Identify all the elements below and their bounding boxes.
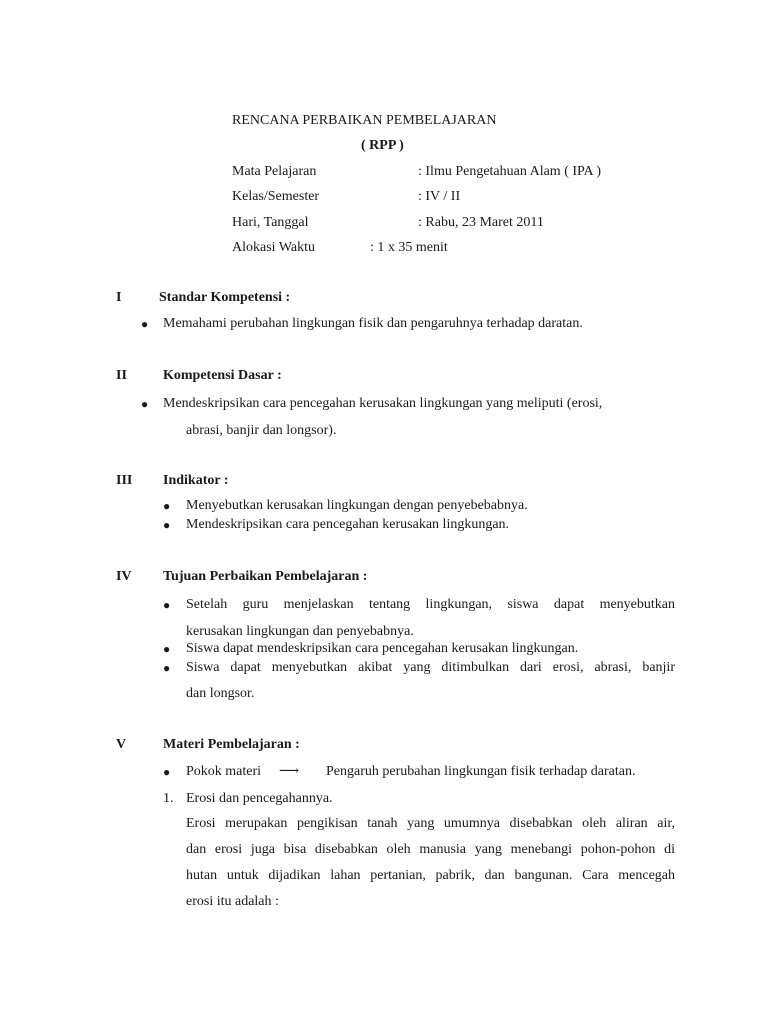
section-number: III bbox=[116, 473, 133, 488]
bullet-icon: ● bbox=[163, 661, 171, 675]
subsection-title: Erosi dan pencegahannya. bbox=[186, 791, 333, 806]
list-item: Menyebutkan kerusakan lingkungan dengan penyebebabnya. bbox=[186, 498, 528, 513]
section-number: I bbox=[116, 290, 122, 305]
bullet-icon: ● bbox=[163, 765, 171, 779]
section-heading: Tujuan Perbaikan Pembelajaran : bbox=[163, 569, 368, 584]
list-item: Memahami perubahan lingkungan fisik dan pengaruhnya terhadap daratan. bbox=[163, 316, 583, 331]
info-value-date: : Rabu, 23 Maret 2011 bbox=[418, 215, 544, 230]
info-label-date: Hari, Tanggal bbox=[232, 215, 309, 230]
info-label-time: Alokasi Waktu bbox=[232, 240, 315, 255]
section-number: V bbox=[116, 737, 127, 752]
paragraph-line: dan erosi juga bisa disebabkan oleh manusia yang menebangi pohon-pohon di bbox=[186, 842, 675, 857]
bullet-icon: ● bbox=[163, 499, 171, 513]
arrow-right-icon: ⟶ bbox=[279, 764, 300, 779]
bullet-icon: ● bbox=[141, 317, 149, 331]
info-value-time: : 1 x 35 menit bbox=[370, 240, 448, 255]
info-label-subject: Mata Pelajaran bbox=[232, 164, 317, 179]
paragraph-line: erosi itu adalah : bbox=[186, 894, 279, 909]
bullet-icon: ● bbox=[163, 642, 171, 656]
list-item-continuation: kerusakan lingkungan dan penyebabnya. bbox=[186, 624, 414, 639]
paragraph-line: Erosi merupakan pengikisan tanah yang umumnya disebabkan oleh aliran air, bbox=[186, 816, 675, 831]
bullet-icon: ● bbox=[163, 518, 171, 532]
section-number: IV bbox=[116, 569, 132, 584]
section-heading: Kompetensi Dasar : bbox=[163, 368, 282, 383]
document-title: RENCANA PERBAIKAN PEMBELAJARAN bbox=[232, 113, 497, 128]
paragraph-line: hutan untuk dijadikan lahan pertanian, pabrik, dan bangunan. Cara mencegah bbox=[186, 868, 675, 883]
document-subtitle: ( RPP ) bbox=[361, 138, 404, 153]
list-item-continuation: abrasi, banjir dan longsor). bbox=[186, 423, 337, 438]
paragraph-erosi bbox=[186, 816, 675, 920]
section-number: II bbox=[116, 368, 127, 383]
list-item-continuation: dan longsor. bbox=[186, 686, 255, 701]
subsection-number: 1. bbox=[163, 791, 174, 806]
pokok-materi-value: Pengaruh perubahan lingkungan fisik terhadap daratan. bbox=[326, 764, 636, 779]
info-value-class: : IV / II bbox=[418, 189, 461, 204]
info-value-subject: : Ilmu Pengetahuan Alam ( IPA ) bbox=[418, 164, 602, 179]
bullet-icon: ● bbox=[141, 397, 149, 411]
info-label-class: Kelas/Semester bbox=[232, 189, 320, 204]
list-item: Setelah guru menjelaskan tentang lingkungan, siswa dapat menyebutkan bbox=[186, 597, 675, 612]
pokok-materi-label: Pokok materi bbox=[186, 764, 262, 779]
list-item: Mendeskripsikan cara pencegahan kerusakan lingkungan yang meliputi (erosi, bbox=[163, 396, 603, 411]
section-heading: Indikator : bbox=[163, 473, 229, 488]
section-heading: Standar Kompetensi : bbox=[159, 290, 291, 305]
bullet-icon: ● bbox=[163, 598, 171, 612]
list-item: Siswa dapat mendeskripsikan cara pencegahan kerusakan lingkungan. bbox=[186, 641, 579, 656]
list-item: Siswa dapat menyebutkan akibat yang ditimbulkan dari erosi, abrasi, banjir bbox=[186, 660, 675, 675]
section-heading: Materi Pembelajaran : bbox=[163, 737, 300, 752]
list-item: Mendeskripsikan cara pencegahan kerusakan lingkungan. bbox=[186, 517, 510, 532]
